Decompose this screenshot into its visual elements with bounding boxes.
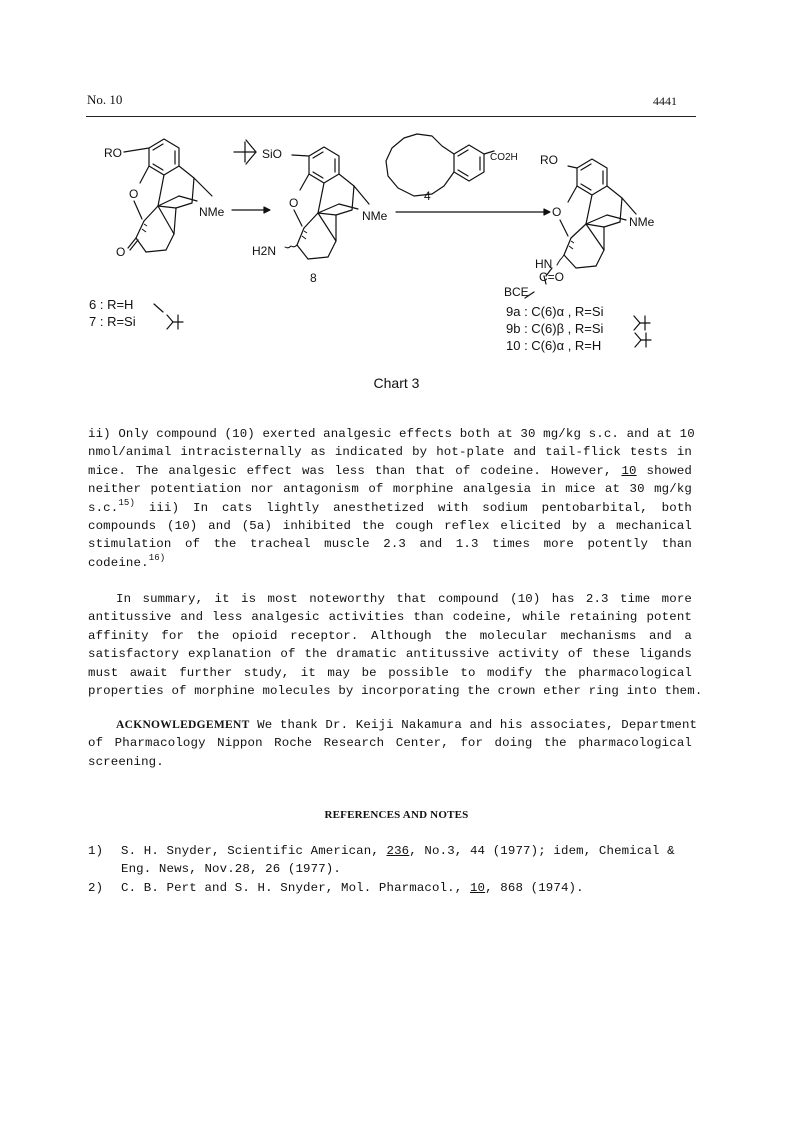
acknowledgement-paragraph xyxy=(88,716,698,771)
product-c-eq-o: C=O xyxy=(539,270,565,284)
text-line: affinity for the opioid receptor. Although the molecular mechanisms and a xyxy=(88,628,692,643)
reference-item xyxy=(88,842,692,879)
product-nme: NMe xyxy=(629,215,655,229)
cmpd1-ether-o: O xyxy=(129,187,139,201)
text-segment: codeine. xyxy=(88,555,149,570)
cmpd1-ro-label: RO xyxy=(104,146,122,160)
text-line: ii) Only compound (10) exerted analgesic effects both at 30 mg/kg s.c. and at 10 xyxy=(88,427,695,441)
cmpd8-ether-o: O xyxy=(289,196,299,210)
product-bce: BCE xyxy=(504,285,529,299)
text-segment: , 868 (1974). xyxy=(485,881,584,895)
structure-8 xyxy=(234,140,369,259)
label-7: 7 : R=Si xyxy=(89,314,136,329)
crown-number: 4 xyxy=(424,189,431,203)
product-ro: RO xyxy=(540,153,558,167)
text-line: compounds (10) and (5a) inhibited the cough reflex elicited by a mechanical xyxy=(88,519,692,534)
volume-number: 236 xyxy=(386,844,410,858)
text-line: of Pharmacology Nippon Roche Research Center, for doing the pharmacological xyxy=(88,736,692,751)
volume-number: 10 xyxy=(469,881,486,895)
journal-issue: No. 10 xyxy=(87,92,123,107)
reference-number: 2) xyxy=(88,881,104,895)
text-segment: s.c. xyxy=(88,500,119,515)
references-heading: REFERENCES AND NOTES xyxy=(324,809,469,821)
text-line: nmol/animal intracisternally as indicated by hot-plate and tail-flick tests in xyxy=(88,445,692,460)
label-9b: 9b : C(6)β , R=Si xyxy=(506,321,604,336)
summary-paragraph xyxy=(88,590,703,700)
header-rule xyxy=(86,116,696,117)
text-segment: mice. The analgesic effect was less than that of codeine. However, xyxy=(88,463,622,478)
text-line: properties of morphine molecules by incorporating the crown ether ring into them. xyxy=(88,684,703,699)
text-segment: , No.3, 44 (1977); idem, Chemical & xyxy=(409,844,675,858)
footnote-ref: 15) xyxy=(118,497,135,508)
page-number: 4441 xyxy=(653,94,677,108)
results-paragraph xyxy=(88,425,695,572)
compound-ref-underlined: 10 xyxy=(621,463,637,478)
text-line xyxy=(88,462,692,480)
text-line xyxy=(88,499,692,517)
text-line: neither potentiation nor antagonism of morphine analgesia in mice at 30 mg/kg xyxy=(88,482,692,497)
product-hn: HN xyxy=(535,257,553,271)
text-line: In summary, it is most noteworthy that compound (10) has 2.3 time more xyxy=(116,592,692,606)
label-9a: 9a : C(6)α , R=Si xyxy=(506,304,604,319)
acknowledgement-heading: ACKNOWLEDGEMENT xyxy=(116,719,250,731)
text-segment: We thank Dr. Keiji Nakamura and his associates, Department xyxy=(249,718,698,732)
cmpd8-h2n: H2N xyxy=(252,244,277,258)
text-line xyxy=(88,554,692,572)
cmpd1-nme: NMe xyxy=(199,205,225,219)
text-segment: C. B. Pert and S. H. Snyder, Mol. Pharmacol., xyxy=(121,881,470,895)
cmpd8-nme: NMe xyxy=(362,209,388,223)
label-6: 6 : R=H xyxy=(89,297,134,312)
text-line: antitussive and less analgesic activities than codeine, while retaining potent xyxy=(88,610,692,625)
reference-item xyxy=(88,879,692,897)
cmpd8-sio: SiO xyxy=(262,147,283,161)
text-segment: S. H. Snyder, Scientific American, xyxy=(121,844,387,858)
footnote-ref: 16) xyxy=(148,552,166,563)
reaction-scheme xyxy=(84,128,709,368)
text-line: screening. xyxy=(88,754,164,769)
reference-text: Eng. News, Nov.28, 26 (1977). xyxy=(121,862,341,877)
cmpd8-number: 8 xyxy=(310,271,317,285)
product-ether-o: O xyxy=(552,205,562,219)
reference-text xyxy=(121,842,692,860)
reference-number: 1) xyxy=(88,844,104,858)
crown-co2h: CO2H xyxy=(490,152,518,163)
structure-crown-ether-4 xyxy=(386,134,494,196)
label-10: 10 : C(6)α , R=H xyxy=(506,338,602,353)
text-segment: iii) In cats lightly anesthetized with sodium pentobarbital, both xyxy=(135,500,692,515)
text-line xyxy=(88,716,698,734)
chart-caption: Chart 3 xyxy=(373,375,420,391)
text-line: stimulation of the tracheal muscle 2.3 and 1.3 times more potently than xyxy=(88,537,692,552)
reference-text xyxy=(121,879,692,897)
text-line: must await further study, it may be possible to modify the pharmacological xyxy=(88,665,692,680)
text-segment: showed xyxy=(636,463,692,478)
text-line: satisfactory explanation of the dramatic antitussive activity of these ligands xyxy=(88,647,692,662)
cmpd1-keto-o: O xyxy=(116,245,126,259)
